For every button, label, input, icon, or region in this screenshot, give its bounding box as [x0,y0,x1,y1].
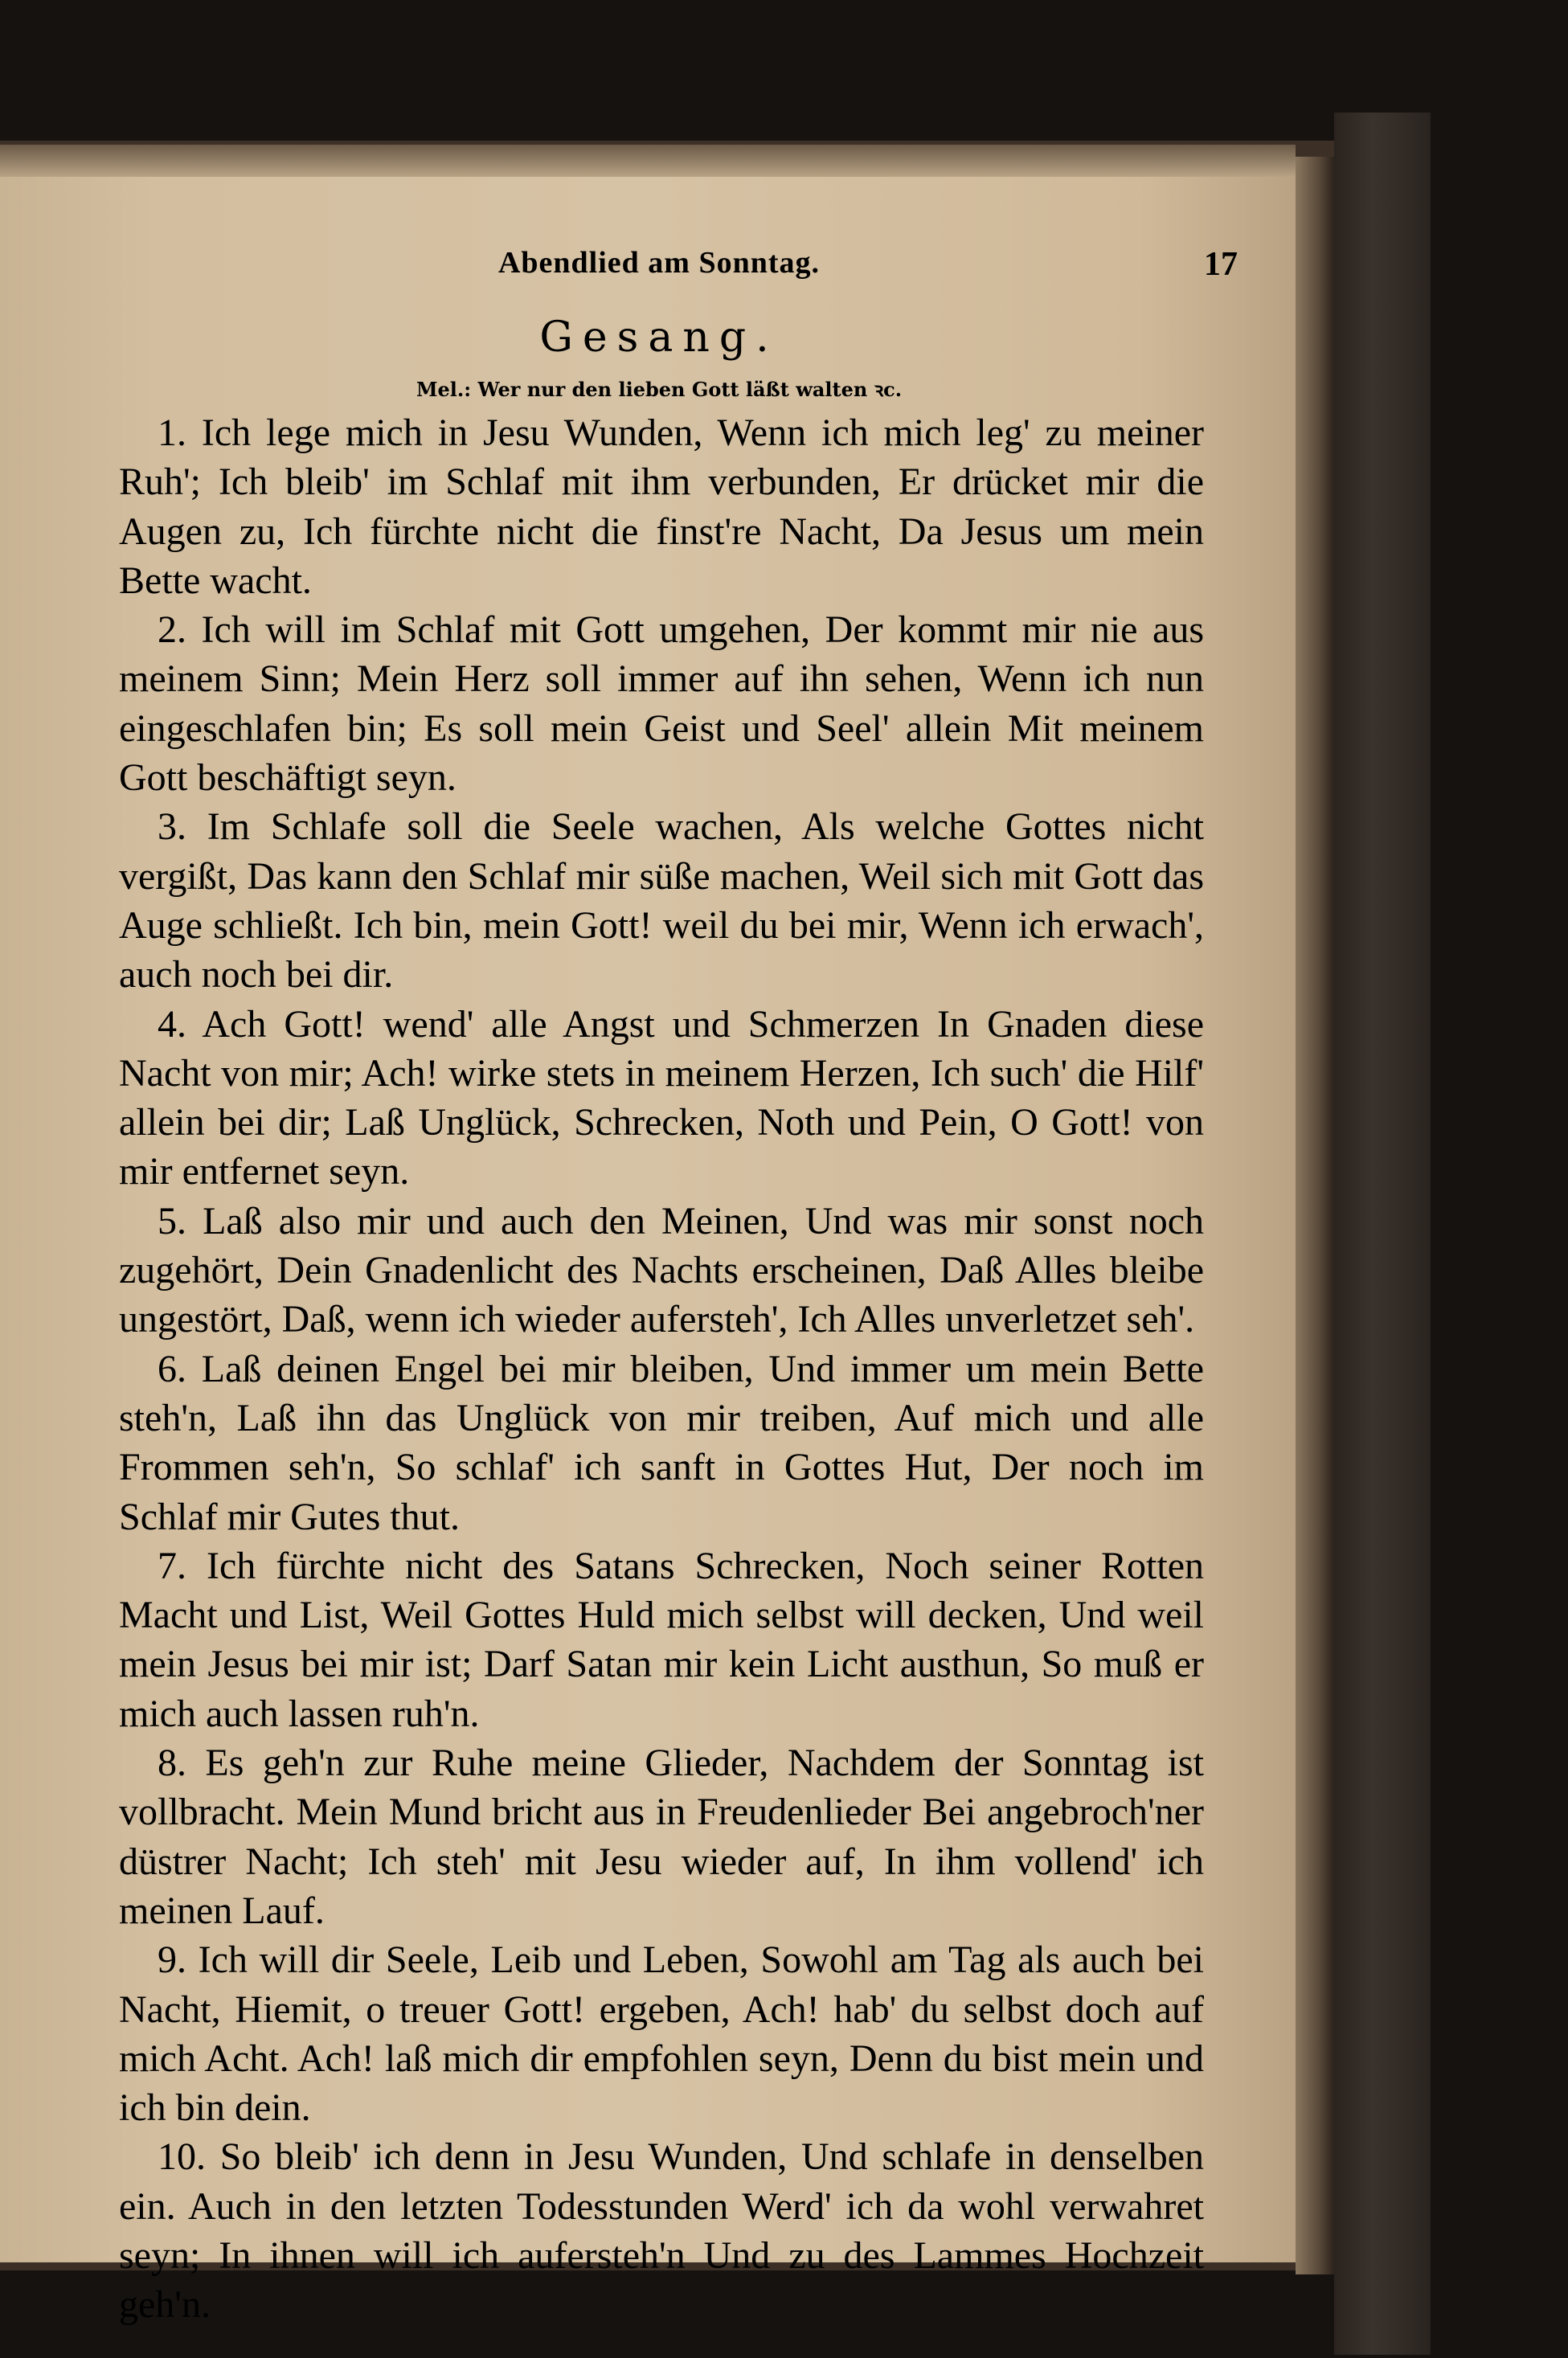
hymn-text [119,408,1204,2327]
verse-2: 2. Ich will im Schlaf mit Gott umgehen, Der kommt mir nie aus meinem Sinn; Mein Herz soll immer auf ihn sehen, Wenn ich nun eingeschlafen bin; Es soll mein Geist und Seel' allein Mit meinem Gott beschäftigt seyn. [119,608,1204,800]
verse-4: 4. Ach Gott! wend' alle Angst und Schmerzen In Gnaden diese Nacht von mir; Ach! wirke stets in meinem Herzen, Ich such' die Hilf' allein bei dir; Laß Unglück, Schrecken, Noth und Pein, O Gott! von mir entfernet seyn. [119,1002,1204,1193]
verse-10: 10. So bleib' ich denn in Jesu Wunden, Und schlafe in denselben ein. Auch in den letzten Todesstunden Werd' ich da wohl verwahret seyn; In ihnen will ich aufersteh'n Und zu des Lammes Hochzeit geh'n. [119,2135,1204,2327]
verse-5: 5. Laß also mir und auch den Meinen, Und was mir sonst noch zugehört, Dein Gnadenlicht des Nachts erscheinen, Daß Alles bleibe ungestört, Daß, wenn ich wieder aufersteh', Ich Alles unverletzet seh'. [119,1199,1204,1341]
page-top-edge [0,145,1296,177]
verse-9: 9. Ich will dir Seele, Leib und Leben, Sowohl am Tag als auch bei Nacht, Hiemit, o treuer Gott! ergeben, Ach! hab' du selbst doch auf mich Acht. Ach! laß mich dir empfohlen seyn, Denn du bist mein und ich bin dein. [119,1938,1204,2130]
page-number: 17 [1204,246,1238,283]
running-head: Abendlied am Sonntag. [497,246,821,280]
book-spine-edge [1296,157,1334,2274]
verse-6: 6. Laß deinen Engel bei mir bleiben, Und immer um mein Bette steh'n, Laß ihn das Unglück von mir treiben, Auf mich und alle Frommen seh'n, So schlaf' ich sanft in Gottes Hut, Der noch im Schlaf mir Gutes thut. [119,1347,1204,1538]
verse-8: 8. Es geh'n zur Ruhe meine Glieder, Nachdem der Sonntag ist vollbracht. Mein Mund bricht aus in Freudenlieder Bei angebroch'ner düstrer Nacht; Ich steh' mit Jesu wieder auf, In ihm vollend' ich meinen Lauf. [119,1742,1204,1932]
book-cover-board [1334,113,1431,2355]
verse-1: 1. Ich lege mich in Jesu Wunden, Wenn ich mich leg' zu meiner Ruh'; Ich bleib' im Schlaf mit ihm verbunden, Er drücket mir die Augen zu, Ich fürchte nicht die finst're Nacht, Da Jesus um mein Bette wacht. [119,411,1204,602]
page-header [121,245,1238,293]
melody-note: Mel.: Wer nur den lieben Gott läßt walten ꝛc. [416,378,903,401]
hymn-title: Gesang. [539,313,779,362]
verse-7: 7. Ich fürchte nicht des Satans Schrecken, Noch seiner Rotten Macht und List, Weil Gottes Huld mich selbst will decken, Und weil mein Jesus bei mir ist; Darf Satan mir kein Licht austhun, So muß er mich auch lassen ruh'n. [119,1544,1204,1735]
verse-3: 3. Im Schlafe soll die Seele wachen, Als welche Gottes nicht vergißt, Das kann den Schlaf mir süße machen, Weil sich mit Gott das Auge schließt. Ich bin, mein Gott! weil du bei mir, Wenn ich erwach', auch noch bei dir. [119,805,1204,997]
